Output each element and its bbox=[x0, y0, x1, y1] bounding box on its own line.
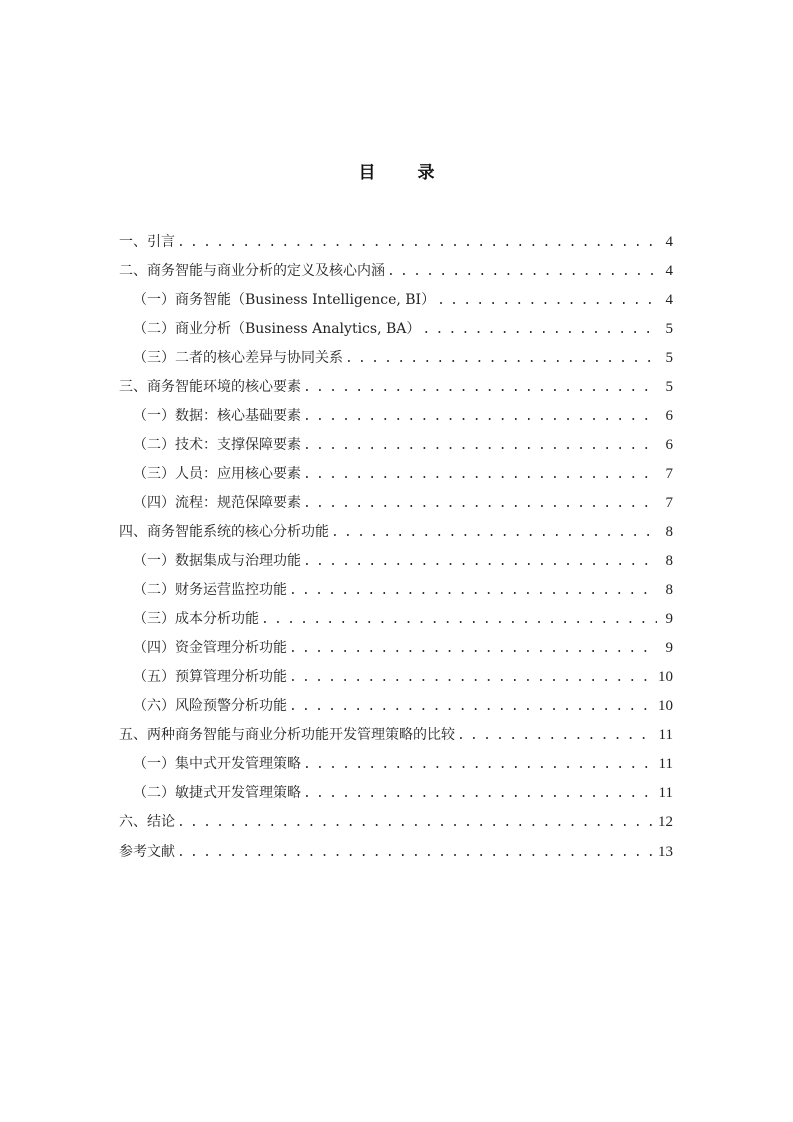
dot-leader bbox=[457, 726, 653, 746]
toc-entry-text: 二、商务智能与商业分析的定义及核心内涵 bbox=[119, 262, 385, 279]
toc-page-number: 8 bbox=[665, 582, 673, 599]
toc-entry-text: （二）技术：支撑保障要素 bbox=[133, 436, 301, 453]
toc-entry-text: （一）数据集成与治理功能 bbox=[133, 553, 301, 570]
dot-leader bbox=[437, 291, 657, 311]
toc-page-number: 5 bbox=[665, 378, 673, 395]
dot-leader bbox=[177, 813, 652, 833]
toc-page-number: 4 bbox=[665, 233, 673, 250]
toc-entry-text: 六、结论 bbox=[119, 814, 175, 831]
toc-entry[interactable] bbox=[119, 517, 673, 546]
toc-page-number: 9 bbox=[665, 611, 673, 628]
toc-page-number: 8 bbox=[665, 553, 673, 570]
toc-entry[interactable] bbox=[119, 401, 673, 430]
dot-leader bbox=[303, 755, 653, 775]
toc-entry[interactable] bbox=[119, 285, 673, 314]
dot-leader bbox=[177, 233, 657, 253]
dot-leader bbox=[289, 697, 652, 717]
dot-leader bbox=[303, 552, 657, 572]
toc-entry-text: 三、商务智能环境的核心要素 bbox=[119, 378, 301, 395]
dot-leader bbox=[303, 407, 657, 427]
toc-entry[interactable] bbox=[119, 721, 673, 750]
toc-entry-text: （二）敏捷式开发管理策略 bbox=[133, 785, 301, 802]
toc-entry-text: 四、商务智能系统的核心分析功能 bbox=[119, 523, 329, 540]
dot-leader bbox=[289, 639, 657, 659]
toc-page-number: 9 bbox=[665, 640, 673, 657]
toc-entry-text: （六）风险预警分析功能 bbox=[133, 698, 287, 715]
toc-page-number: 10 bbox=[658, 669, 673, 686]
toc-entry[interactable] bbox=[119, 837, 673, 866]
toc-entry[interactable] bbox=[119, 314, 673, 343]
toc-entry-text: （一）数据：核心基础要素 bbox=[133, 407, 301, 424]
toc-entry[interactable] bbox=[119, 808, 673, 837]
dot-leader bbox=[303, 436, 657, 456]
toc-page-number: 5 bbox=[665, 320, 673, 337]
toc-page-number: 4 bbox=[665, 291, 673, 308]
toc-page-number: 7 bbox=[665, 465, 673, 482]
toc-entry-text: （四）流程：规范保障要素 bbox=[133, 494, 301, 511]
toc-entry[interactable] bbox=[119, 547, 673, 576]
toc-entry[interactable] bbox=[119, 372, 673, 401]
dot-leader bbox=[289, 668, 652, 688]
toc-page-number: 11 bbox=[658, 727, 673, 744]
toc-entry-text: 一、引言 bbox=[119, 233, 175, 250]
toc-page-number: 11 bbox=[658, 785, 673, 802]
dot-leader bbox=[303, 465, 657, 485]
dot-leader bbox=[261, 610, 657, 630]
table-of-contents bbox=[119, 227, 673, 866]
toc-entry[interactable] bbox=[119, 227, 673, 256]
toc-entry[interactable] bbox=[119, 459, 673, 488]
toc-title-text: 目 录 bbox=[358, 163, 453, 183]
toc-entry-text: （一）商务智能（Business Intelligence, BI） bbox=[133, 291, 436, 308]
toc-entry[interactable] bbox=[119, 605, 673, 634]
toc-entry[interactable] bbox=[119, 256, 673, 285]
dot-leader bbox=[331, 523, 657, 543]
toc-entry[interactable] bbox=[119, 634, 673, 663]
toc-entry[interactable] bbox=[119, 343, 673, 372]
toc-page-number: 6 bbox=[665, 436, 673, 453]
toc-entry[interactable] bbox=[119, 576, 673, 605]
dot-leader bbox=[177, 843, 652, 863]
toc-entry-text: （一）集中式开发管理策略 bbox=[133, 756, 301, 773]
toc-entry[interactable] bbox=[119, 750, 673, 779]
toc-entry[interactable] bbox=[119, 663, 673, 692]
dot-leader bbox=[387, 262, 657, 282]
toc-page-number: 13 bbox=[658, 843, 673, 860]
dot-leader bbox=[303, 784, 653, 804]
toc-entry[interactable] bbox=[119, 488, 673, 517]
toc-entry-text: 五、两种商务智能与商业分析功能开发管理策略的比较 bbox=[119, 727, 455, 744]
toc-entry-text: （二）财务运营监控功能 bbox=[133, 582, 287, 599]
toc-entry[interactable] bbox=[119, 779, 673, 808]
toc-entry[interactable] bbox=[119, 430, 673, 459]
toc-entry-text: （五）预算管理分析功能 bbox=[133, 669, 287, 686]
dot-leader bbox=[422, 320, 657, 340]
toc-page-number: 5 bbox=[665, 349, 673, 366]
toc-page-number: 11 bbox=[658, 756, 673, 773]
toc-entry-text: （二）商业分析（Business Analytics, BA） bbox=[133, 320, 421, 337]
dot-leader bbox=[303, 378, 657, 398]
toc-entry-text: （三）成本分析功能 bbox=[133, 611, 259, 628]
toc-page-number: 12 bbox=[658, 814, 673, 831]
toc-entry-text: 参考文献 bbox=[119, 843, 175, 860]
toc-title bbox=[0, 158, 793, 183]
toc-entry[interactable] bbox=[119, 692, 673, 721]
dot-leader bbox=[345, 349, 657, 369]
dot-leader bbox=[303, 494, 657, 514]
toc-page-number: 8 bbox=[665, 523, 673, 540]
toc-entry-text: （三）人员：应用核心要素 bbox=[133, 465, 301, 482]
toc-page-number: 10 bbox=[658, 698, 673, 715]
toc-page-number: 4 bbox=[665, 262, 673, 279]
toc-entry-text: （三）二者的核心差异与协同关系 bbox=[133, 349, 343, 366]
toc-page-number: 6 bbox=[665, 407, 673, 424]
toc-entry-text: （四）资金管理分析功能 bbox=[133, 640, 287, 657]
toc-page-number: 7 bbox=[665, 494, 673, 511]
dot-leader bbox=[289, 581, 657, 601]
